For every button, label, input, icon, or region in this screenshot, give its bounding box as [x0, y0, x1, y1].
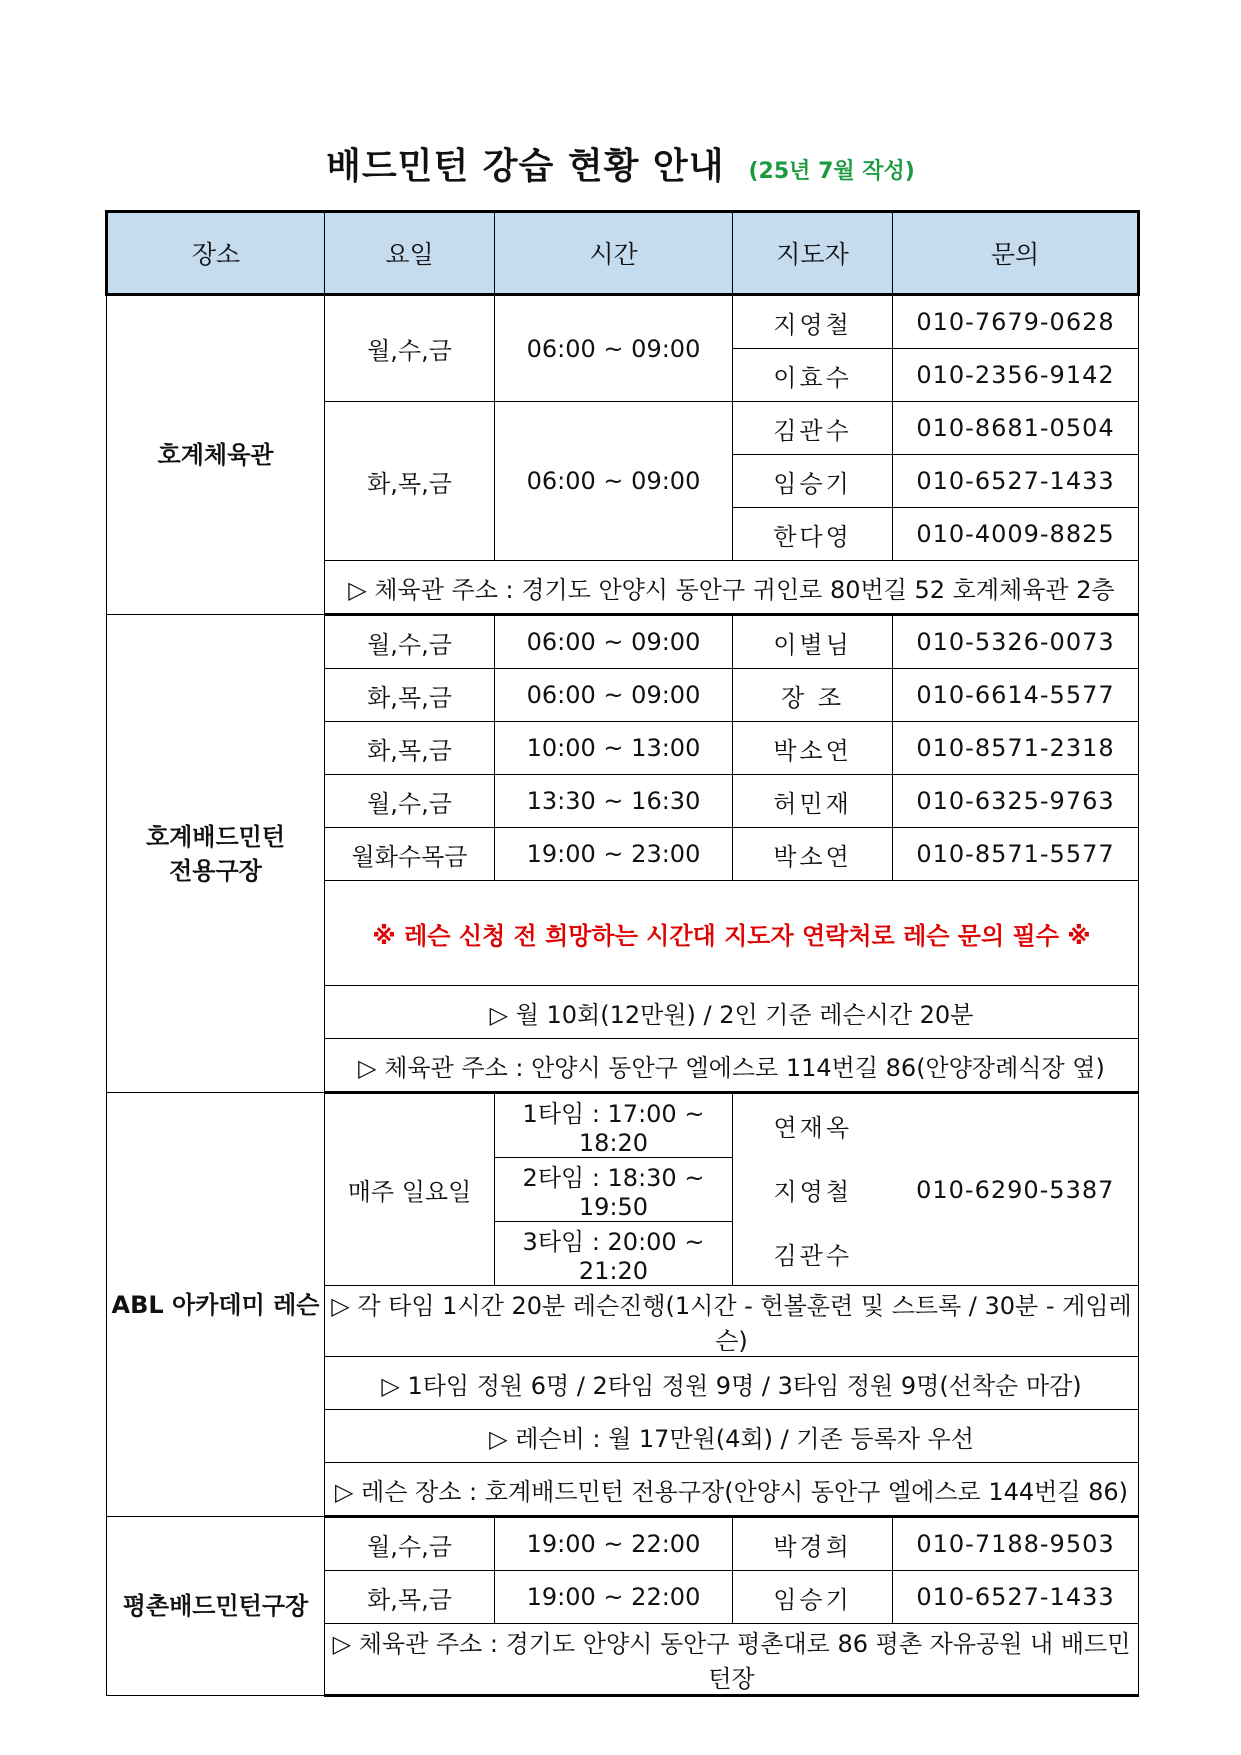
instructor-cell: 이효수 — [733, 349, 893, 402]
instructor-cell: 연재옥 — [733, 1093, 893, 1158]
address-note: ▷ 체육관 주소 : 경기도 안양시 동안구 평촌대로 86 평촌 자유공원 내 배드민턴장 — [325, 1624, 1139, 1696]
days-cell: 월,수,금 — [325, 1517, 495, 1571]
abl-note: ▷ 레슨비 : 월 17만원(4회) / 기존 등록자 우선 — [325, 1410, 1139, 1463]
days-cell: 월,수,금 — [325, 775, 495, 828]
table-row — [107, 1093, 1139, 1158]
days-cell: 화,목,금 — [325, 669, 495, 722]
phone-cell: 010-8571-5577 — [893, 828, 1139, 881]
days-cell: 화,목,금 — [325, 1571, 495, 1624]
time-cell: 19:00 ~ 23:00 — [495, 828, 733, 881]
instructor-cell: 박소연 — [733, 828, 893, 881]
place-pyeongchon: 평촌배드민턴구장 — [107, 1517, 325, 1696]
instructor-cell: 임승기 — [733, 455, 893, 508]
place-line: 전용구장 — [169, 856, 262, 885]
instructor-cell: 박경희 — [733, 1517, 893, 1571]
phone-cell: 010-8681-0504 — [893, 402, 1139, 455]
time-cell: 13:30 ~ 16:30 — [495, 775, 733, 828]
time-cell: 06:00 ~ 09:00 — [495, 295, 733, 402]
time-cell: 06:00 ~ 09:00 — [495, 402, 733, 561]
session-cell: 2타임 : 18:30 ~ 19:50 — [495, 1158, 733, 1222]
abl-note: ▷ 레슨 장소 : 호계배드민턴 전용구장(안양시 동안구 엘에스로 144번길 86) — [325, 1463, 1139, 1517]
days-cell: 월,수,금 — [325, 295, 495, 402]
address-note: ▷ 체육관 주소 : 안양시 동안구 엘에스로 114번길 86(안양장례식장 옆) — [325, 1039, 1139, 1093]
phone-cell: 010-6527-1433 — [893, 455, 1139, 508]
instructor-cell: 한다영 — [733, 508, 893, 561]
time-cell: 06:00 ~ 09:00 — [495, 615, 733, 669]
instructor-cell: 김관수 — [733, 1222, 893, 1286]
phone-cell: 010-6527-1433 — [893, 1571, 1139, 1624]
lesson-warning: ※ 레슨 신청 전 희망하는 시간대 지도자 연락처로 레슨 문의 필수 ※ — [325, 881, 1139, 986]
page-title — [0, 138, 1241, 189]
phone-cell: 010-7188-9503 — [893, 1517, 1139, 1571]
phone-cell: 010-6325-9763 — [893, 775, 1139, 828]
place-hogye-court — [107, 615, 325, 1093]
header-days: 요일 — [325, 212, 495, 295]
place-abl: ABL 아카데미 레슨 — [107, 1093, 325, 1517]
days-cell: 월,수,금 — [325, 615, 495, 669]
header-place: 장소 — [107, 212, 325, 295]
phone-cell: 010-4009-8825 — [893, 508, 1139, 561]
time-cell: 06:00 ~ 09:00 — [495, 669, 733, 722]
header-contact: 문의 — [893, 212, 1139, 295]
instructor-cell: 지영철 — [733, 1158, 893, 1222]
phone-cell: 010-6614-5577 — [893, 669, 1139, 722]
address-note: ▷ 체육관 주소 : 경기도 안양시 동안구 귀인로 80번길 52 호계체육관 2층 — [325, 561, 1139, 615]
days-cell: 화,목,금 — [325, 402, 495, 561]
instructor-cell: 허민재 — [733, 775, 893, 828]
header-instructor: 지도자 — [733, 212, 893, 295]
phone-text: 010-6290-5387 — [916, 1175, 1115, 1204]
phone-cell: 010-2356-9142 — [893, 349, 1139, 402]
days-cell: 화,목,금 — [325, 722, 495, 775]
table-row — [107, 295, 1139, 349]
instructor-cell: 이별님 — [733, 615, 893, 669]
instructor-cell: 지영철 — [733, 295, 893, 349]
days-cell: 매주 일요일 — [325, 1093, 495, 1286]
phone-cell: 010-5326-0073 — [893, 615, 1139, 669]
days-cell: 월화수목금 — [325, 828, 495, 881]
session-cell: 3타임 : 20:00 ~ 21:20 — [495, 1222, 733, 1286]
title-date: (25년 7월 작성) — [748, 159, 915, 184]
header-time: 시간 — [495, 212, 733, 295]
time-cell: 19:00 ~ 22:00 — [495, 1517, 733, 1571]
title-main: 배드민턴 강습 현황 안내 — [326, 146, 725, 187]
phone-cell: 010-7679-0628 — [893, 295, 1139, 349]
instructor-cell: 김관수 — [733, 402, 893, 455]
abl-note: ▷ 1타임 정원 6명 / 2타임 정원 9명 / 3타임 정원 9명(선착순 마감) — [325, 1357, 1139, 1410]
header-row — [107, 212, 1139, 295]
time-cell: 10:00 ~ 13:00 — [495, 722, 733, 775]
schedule-table — [105, 210, 1140, 1697]
place-hogye-gym: 호계체육관 — [107, 295, 325, 615]
phone-cell: 010-8571-2318 — [893, 722, 1139, 775]
abl-note: ▷ 각 타임 1시간 20분 레슨진행(1시간 - 헌볼훈련 및 스트록 / 30분 - 게임레슨) — [325, 1286, 1139, 1357]
fee-note: ▷ 월 10회(12만원) / 2인 기준 레슨시간 20분 — [325, 986, 1139, 1039]
time-cell: 19:00 ~ 22:00 — [495, 1571, 733, 1624]
place-line: 호계배드민턴 — [145, 822, 286, 851]
instructor-cell: 임승기 — [733, 1571, 893, 1624]
instructor-cell: 장 조 — [733, 669, 893, 722]
table-row — [107, 1517, 1139, 1571]
session-cell: 1타임 : 17:00 ~ 18:20 — [495, 1093, 733, 1158]
table-row — [107, 615, 1139, 669]
phone-cell — [893, 1093, 1139, 1286]
instructor-cell: 박소연 — [733, 722, 893, 775]
